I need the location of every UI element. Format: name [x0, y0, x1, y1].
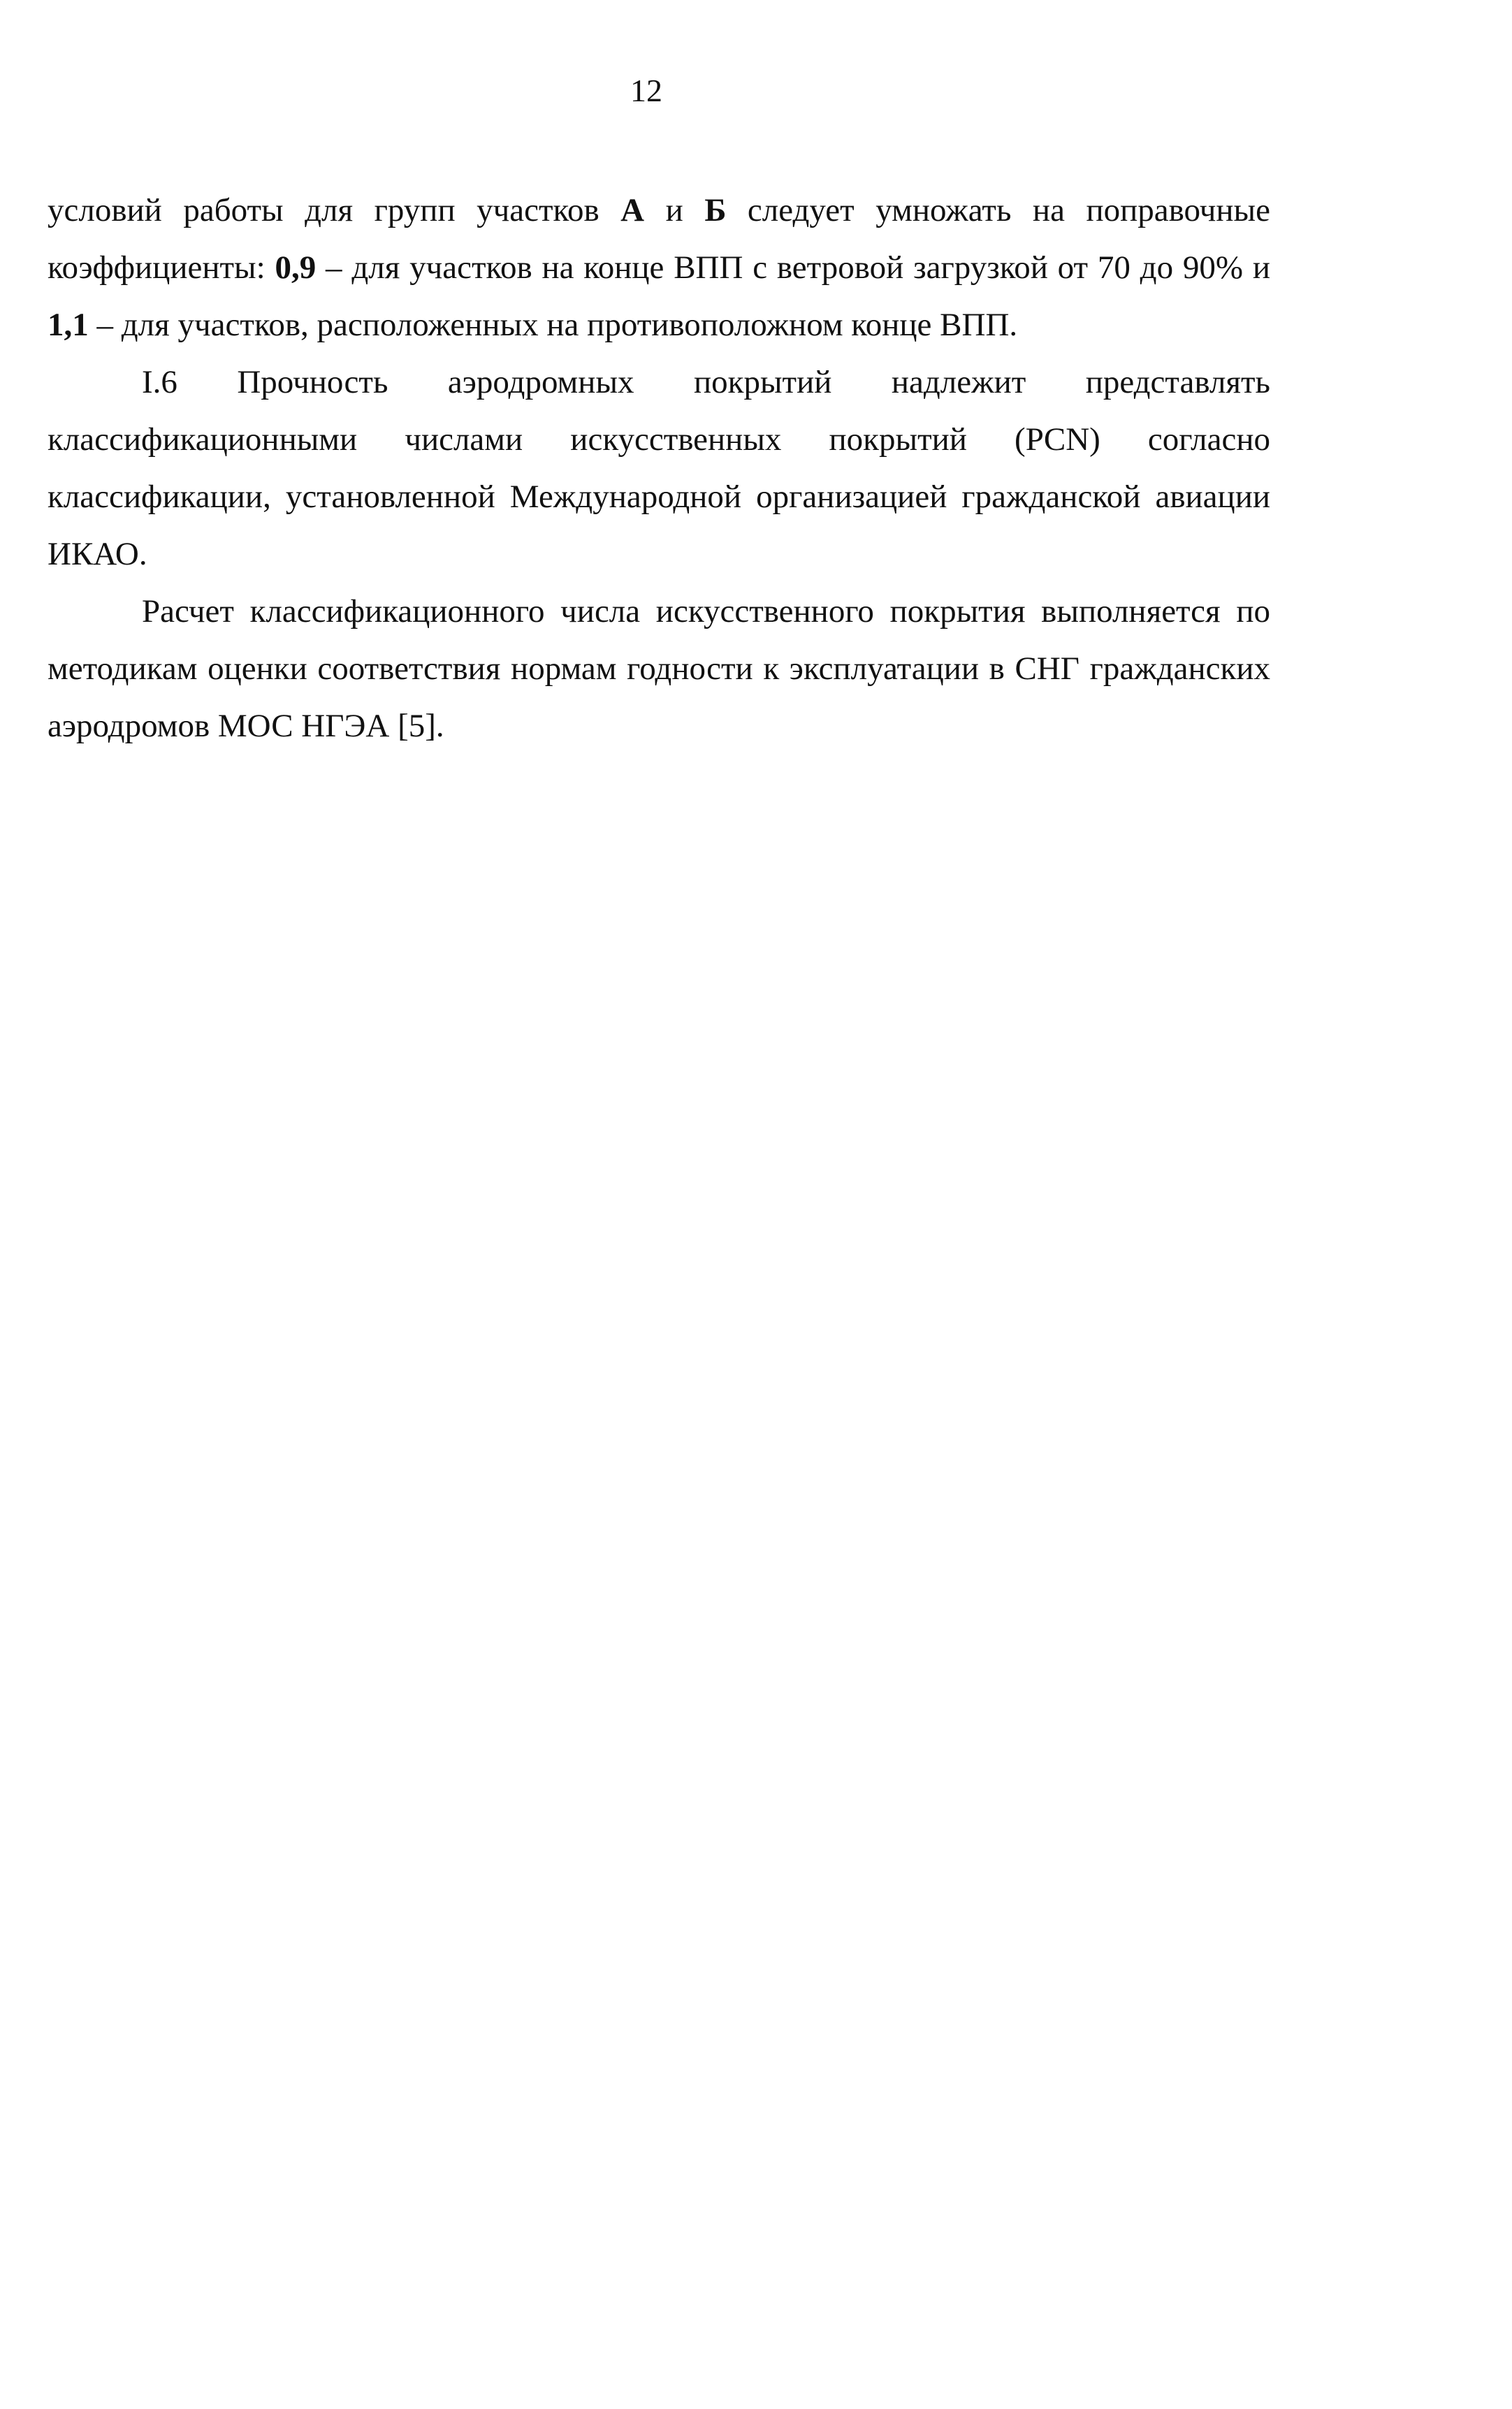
paragraph-pcn-strength: I.6 Прочность аэродромных покрытий надлежит представлять классификационными числами искусственных покрытий (PCN) согласно классификации, установленной Международной организацией гражданской авиации ИКАО. [48, 364, 1270, 572]
bold-coefficient-1-1: 1,1 [48, 307, 89, 343]
paragraph-text: – для участков на конце ВПП с ветровой загрузкой от 70 до 90% и [316, 249, 1270, 286]
bold-section-b: Б [704, 192, 727, 228]
paragraph-text: следует умножать на поправочные коэффициенты: [48, 192, 1270, 286]
bold-coefficient-0-9: 0,9 [275, 249, 317, 286]
page-number: 12 [630, 73, 662, 108]
paragraph-text: – для участков, расположенных на противоположном конце ВПП. [88, 307, 1018, 343]
paragraph-text: условий работы для групп участков [48, 192, 621, 228]
paragraph-pcn-calculation: Расчет классификационного числа искусственного покрытия выполняется по методикам оценки соответствия нормам годности к эксплуатации в СНГ гражданских аэродромов МОС НГЭА [5]. [48, 593, 1270, 744]
bold-section-a: А [620, 192, 645, 228]
paragraph-text: и [644, 192, 705, 228]
paragraph-correction-coefficients [48, 182, 1270, 354]
